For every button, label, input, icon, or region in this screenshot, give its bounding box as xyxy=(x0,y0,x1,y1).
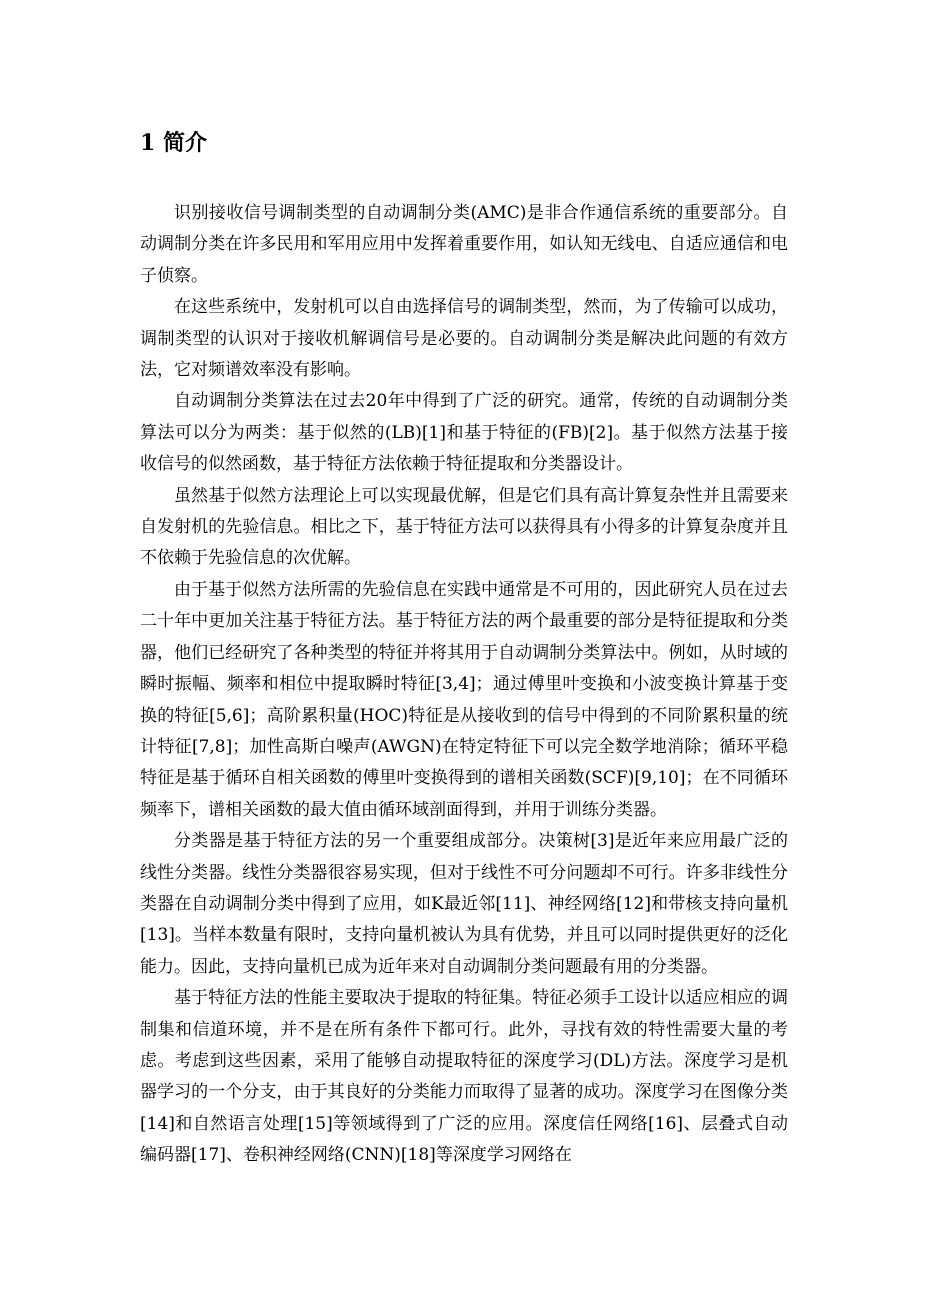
section-heading: 1 简介 xyxy=(140,130,207,156)
paragraph: 分类器是基于特征方法的另一个重要组成部分。决策树[3]是近年来应用最广泛的线性分类器。线性分类器很容易实现，但对于线性不可分问题却不可行。许多非线性分类器在自动调制分类中得到了应用，如K最近邻[11]、神经网络[12]和带核支持向量机[13]。当样本数量有限时，支持向量机被认为具有优势，并且可以同时提供更好的泛化能力。因此，支持向量机已成为近年来对自动调制分类问题最有用的分类器。 xyxy=(140,831,788,977)
paragraph: 由于基于似然方法所需的先验信息在实践中通常是不可用的，因此研究人员在过去二十年中更加关注基于特征方法。基于特征方法的两个最重要的部分是特征提取和分类器，他们已经研究了各种类型的特征并将其用于自动调制分类算法中。例如，从时域的瞬时振幅、频率和相位中提取瞬时特征[3,4]；通过傅里叶变换和小波变换计算基于变换的特征[5,6]；高阶累积量(HOC)特征是从接收到的信号中得到的不同阶累积量的统计特征[7,8]；加性高斯白噪声(AWGN)在特定特征下可以完全数学地消除；循环平稳特征是基于循环自相关函数的傅里叶变换得到的谱相关函数(SCF)[9,10]；在不同循环频率下，谱相关函数的最大值由循环域剖面得到，并用于训练分类器。 xyxy=(140,579,788,820)
section-body xyxy=(140,198,788,1172)
paragraph: 基于特征方法的性能主要取决于提取的特征集。特征必须手工设计以适应相应的调制集和信道环境，并不是在所有条件下都可行。此外，寻找有效的特性需要大量的考虑。考虑到这些因素，采用了能够自动提取特征的深度学习(DL)方法。深度学习是机器学习的一个分支，由于其良好的分类能力而取得了显著的成功。深度学习在图像分类[14]和自然语言处理[15]等领域得到了广泛的应用。深度信任网络[16]、层叠式自动编码器[17]、卷积神经网络(CNN)[18]等深度学习网络在 xyxy=(140,988,788,1166)
paragraph: 在这些系统中，发射机可以自由选择信号的调制类型，然而，为了传输可以成功，调制类型的认识对于接收机解调信号是必要的。自动调制分类是解决此问题的有效方法，它对频谱效率没有影响。 xyxy=(140,297,788,381)
paragraph: 自动调制分类算法在过去20年中得到了广泛的研究。通常，传统的自动调制分类算法可以分为两类：基于似然的(LB)[1]和基于特征的(FB)[2]。基于似然方法基于接收信号的似然函数，基于特征方法依赖于特征提取和分类器设计。 xyxy=(140,391,788,475)
paragraph: 虽然基于似然方法理论上可以实现最优解，但是它们具有高计算复杂性并且需要来自发射机的先验信息。相比之下，基于特征方法可以获得具有小得多的计算复杂度并且不依赖于先验信息的次优解。 xyxy=(140,485,788,569)
paragraph: 识别接收信号调制类型的自动调制分类(AMC)是非合作通信系统的重要部分。自动调制分类在许多民用和军用应用中发挥着重要作用，如认知无线电、自适应通信和电子侦察。 xyxy=(140,203,788,286)
